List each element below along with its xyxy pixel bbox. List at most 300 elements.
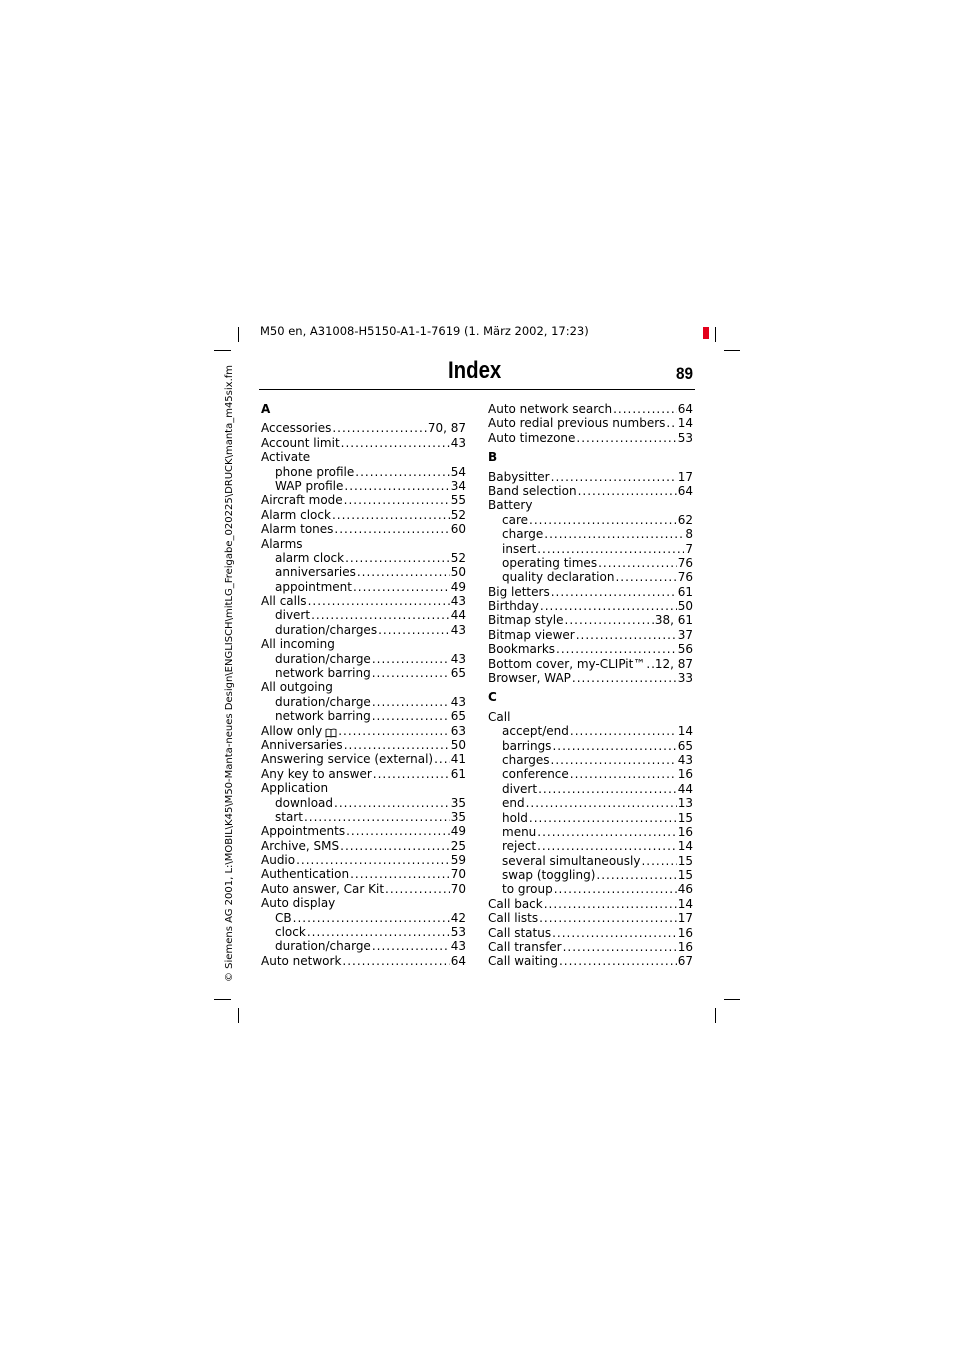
leader-dots	[355, 465, 449, 479]
index-subentry	[261, 925, 466, 939]
entry-label: Answering service (external)	[261, 752, 434, 767]
index-entry	[261, 508, 466, 522]
index-entry	[261, 493, 466, 507]
entry-label: Call lists	[488, 911, 539, 926]
entry-label: Auto redial previous numbers	[488, 416, 666, 431]
entry-label: Auto network	[261, 953, 342, 968]
index-subentry	[261, 465, 466, 479]
leader-dots	[544, 897, 677, 911]
entry-page: 14	[677, 839, 693, 854]
leader-dots	[372, 709, 450, 723]
entry-label: network barring	[275, 709, 371, 724]
entry-page: 16	[677, 940, 693, 955]
entry-label: to group	[502, 882, 553, 897]
page-title: Index	[448, 357, 502, 384]
entry-page: 46	[677, 882, 693, 897]
entry-page: 34	[450, 478, 466, 493]
entry-label: appointment	[275, 579, 352, 594]
index-entry	[488, 940, 693, 954]
entry-label: Any key to answer	[261, 766, 372, 781]
leader-dots	[346, 824, 450, 838]
crop-mark	[238, 1008, 239, 1023]
entry-label: quality declaration	[502, 570, 615, 585]
index-subentry	[261, 623, 466, 637]
leader-dots	[344, 493, 450, 507]
entry-label: All outgoing	[261, 680, 333, 695]
leader-dots	[554, 882, 677, 896]
index-entry	[488, 585, 693, 599]
entry-page: 52	[450, 507, 466, 522]
entry-page: 64	[677, 401, 693, 416]
entry-label: Allow only	[261, 723, 323, 738]
index-entry	[488, 416, 693, 430]
entry-page: 13	[677, 796, 693, 811]
entry-label: Anniversaries	[261, 737, 343, 752]
entry-page: 55	[450, 493, 466, 508]
entry-label: duration/charges	[275, 622, 378, 637]
index-entry	[261, 767, 466, 781]
entry-page: 16	[677, 925, 693, 940]
crop-mark	[715, 327, 716, 342]
leader-dots	[340, 839, 450, 853]
index-group-heading	[261, 896, 466, 910]
entry-label: care	[502, 512, 529, 527]
leader-dots	[334, 796, 450, 810]
leader-dots	[576, 431, 676, 445]
entry-page: 43	[450, 594, 466, 609]
crop-mark	[214, 999, 231, 1000]
entry-page: 60	[450, 522, 466, 537]
leader-dots	[529, 513, 677, 527]
leader-dots	[308, 594, 450, 608]
entry-label: start	[275, 809, 303, 824]
leader-dots	[613, 402, 677, 416]
entry-label: Auto answer, Car Kit	[261, 881, 385, 896]
entry-page: 25	[450, 838, 466, 853]
entry-page: 14	[677, 896, 693, 911]
entry-page: 7	[685, 541, 693, 556]
index-entry	[261, 421, 466, 435]
index-letter-heading: C	[488, 690, 497, 705]
leader-dots	[344, 738, 450, 752]
entry-label: CB	[275, 910, 292, 925]
entry-page: 70, 87	[427, 421, 466, 436]
index-subentry	[488, 542, 693, 556]
entry-label: Archive, SMS	[261, 838, 340, 853]
entry-page: 56	[677, 642, 693, 657]
crop-mark	[724, 350, 740, 351]
index-entry	[261, 868, 466, 882]
entry-label: several simultaneously	[502, 853, 641, 868]
leader-dots	[434, 752, 450, 766]
leader-dots	[556, 642, 677, 656]
index-subentry	[261, 551, 466, 565]
index-entry	[261, 594, 466, 608]
entry-label: Big letters	[488, 584, 550, 599]
entry-label: Bookmarks	[488, 642, 556, 657]
entry-label: menu	[502, 824, 537, 839]
index-subentry	[488, 839, 693, 853]
crop-mark	[724, 999, 740, 1000]
leader-dots	[552, 926, 677, 940]
index-group-heading	[261, 781, 466, 795]
entry-page: 50	[450, 565, 466, 580]
index-group-heading	[261, 680, 466, 694]
index-entry	[261, 522, 466, 536]
leader-dots	[544, 527, 684, 541]
page-number: 89	[676, 364, 694, 383]
entry-label: Accessories	[261, 421, 332, 436]
index-entry	[261, 882, 466, 896]
index-subentry	[488, 782, 693, 796]
leader-dots	[332, 508, 450, 522]
entry-label: Call	[488, 709, 511, 724]
index-subentry	[488, 854, 693, 868]
index-subentry	[488, 556, 693, 570]
entry-label: Call status	[488, 925, 552, 940]
index-letter-heading: B	[488, 450, 498, 465]
entry-page: 63	[450, 723, 466, 738]
leader-dots	[296, 853, 450, 867]
index-subentry	[261, 608, 466, 622]
index-subentry	[488, 796, 693, 810]
index-entry	[488, 613, 693, 627]
entry-label: swap (toggling)	[502, 868, 596, 883]
index-entry	[261, 738, 466, 752]
index-subentry	[488, 883, 693, 897]
index-subentry	[261, 652, 466, 666]
entry-label: All calls	[261, 594, 307, 609]
leader-dots	[344, 479, 449, 493]
entry-page: 49	[450, 824, 466, 839]
entry-label: All incoming	[261, 637, 335, 652]
leader-dots	[341, 436, 450, 450]
entry-label: charge	[502, 527, 544, 542]
entry-label: duration/charge	[275, 939, 371, 954]
leader-dots	[615, 570, 676, 584]
leader-dots	[526, 796, 677, 810]
entry-page: 43	[677, 752, 693, 767]
entry-label: divert	[275, 608, 311, 623]
entry-label: WAP profile	[275, 478, 344, 493]
leader-dots	[311, 608, 450, 622]
index-subentry	[488, 527, 693, 541]
entry-label: operating times	[502, 555, 598, 570]
entry-label: Alarm clock	[261, 507, 331, 522]
index-subentry	[488, 811, 693, 825]
entry-label: charges	[502, 752, 550, 767]
entry-label: Auto display	[261, 896, 336, 911]
leader-dots	[372, 939, 450, 953]
entry-label: Birthday	[488, 599, 539, 614]
entry-page: 44	[450, 608, 466, 623]
leader-dots	[353, 580, 450, 594]
leader-dots	[304, 810, 450, 824]
index-subentry	[488, 825, 693, 839]
index-subentry	[488, 739, 693, 753]
index-subentry	[261, 810, 466, 824]
entry-page: 53	[677, 430, 693, 445]
index-entry	[488, 431, 693, 445]
entry-page: 64	[450, 953, 466, 968]
entry-page: 49	[450, 579, 466, 594]
entry-page: 42	[450, 910, 466, 925]
leader-dots	[338, 724, 449, 738]
leader-dots	[551, 585, 677, 599]
entry-page: 16	[677, 767, 693, 782]
entry-page: 59	[450, 853, 466, 868]
leader-dots	[551, 470, 677, 484]
leader-dots	[559, 954, 677, 968]
index-subentry	[261, 709, 466, 723]
index-subentry	[488, 724, 693, 738]
entry-page: 38, 61	[654, 613, 693, 628]
entry-page: 61	[677, 584, 693, 599]
index-subentry	[488, 570, 693, 584]
index-entry	[261, 724, 466, 738]
leader-dots	[537, 542, 684, 556]
entry-page: 41	[450, 752, 466, 767]
crop-mark	[715, 1008, 716, 1023]
entry-page: 44	[677, 781, 693, 796]
index-entry	[488, 599, 693, 613]
index-column-left	[261, 402, 466, 968]
leader-dots	[598, 556, 677, 570]
leader-dots	[552, 739, 676, 753]
entry-page: 76	[677, 555, 693, 570]
leader-dots	[293, 911, 450, 925]
entry-label: end	[502, 796, 525, 811]
index-subentry	[261, 565, 466, 579]
index-entry	[488, 657, 693, 671]
leader-dots	[350, 867, 450, 881]
entry-page: 43	[450, 651, 466, 666]
leader-dots	[372, 666, 450, 680]
leader-dots	[540, 599, 677, 613]
index-entry	[261, 436, 466, 450]
entry-page: 17	[677, 469, 693, 484]
entry-label: conference	[502, 767, 569, 782]
leader-dots	[385, 882, 450, 896]
index-subentry	[261, 666, 466, 680]
entry-label: network barring	[275, 666, 371, 681]
index-entry	[261, 824, 466, 838]
entry-page: 15	[677, 853, 693, 868]
entry-label: duration/charge	[275, 651, 371, 666]
entry-page: 50	[450, 737, 466, 752]
entry-label: divert	[502, 781, 538, 796]
leader-dots	[537, 839, 677, 853]
entry-page: 43	[450, 435, 466, 450]
entry-page: 52	[450, 550, 466, 565]
index-entry	[488, 911, 693, 925]
entry-page: 35	[450, 809, 466, 824]
crop-mark	[214, 350, 231, 351]
entry-label: Auto timezone	[488, 430, 576, 445]
index-entry	[261, 954, 466, 968]
entry-label: clock	[275, 925, 306, 940]
entry-page: 70	[450, 867, 466, 882]
entry-page: 43	[450, 622, 466, 637]
leader-dots	[357, 565, 450, 579]
index-entry	[261, 752, 466, 766]
index-group-heading	[261, 450, 466, 464]
entry-page: 14	[677, 416, 693, 431]
entry-page: 62	[677, 512, 693, 527]
leader-dots	[666, 416, 676, 430]
leader-dots	[576, 628, 677, 642]
index-subentry	[488, 753, 693, 767]
index-entry	[488, 402, 693, 416]
index-entry	[261, 853, 466, 867]
entry-page: 76	[677, 570, 693, 585]
leader-dots	[538, 782, 677, 796]
index-group-heading	[261, 637, 466, 651]
index-entry	[261, 839, 466, 853]
index-subentry	[488, 767, 693, 781]
leader-dots	[570, 724, 677, 738]
entry-label: Activate	[261, 450, 311, 465]
phonebook-icon	[325, 728, 337, 738]
entry-page: 61	[450, 766, 466, 781]
entry-page: 15	[677, 868, 693, 883]
leader-dots	[378, 623, 450, 637]
index-group-heading	[261, 537, 466, 551]
entry-label: Aircraft mode	[261, 493, 343, 508]
entry-label: alarm clock	[275, 550, 345, 565]
entry-label: Alarms	[261, 536, 303, 551]
entry-label: barrings	[502, 738, 552, 753]
index-entry	[488, 926, 693, 940]
entry-page: 50	[677, 599, 693, 614]
entry-page: 65	[450, 709, 466, 724]
entry-page: 54	[450, 464, 466, 479]
entry-page: 16	[677, 824, 693, 839]
leader-dots	[596, 868, 676, 882]
index-entry	[488, 470, 693, 484]
color-registration-mark	[703, 327, 709, 339]
leader-dots	[529, 811, 677, 825]
index-entry	[488, 642, 693, 656]
entry-label: Call waiting	[488, 954, 558, 969]
entry-page: 70	[450, 881, 466, 896]
entry-label: hold	[502, 810, 528, 825]
index-subentry	[488, 513, 693, 527]
entry-page: 37	[677, 627, 693, 642]
leader-dots	[373, 767, 450, 781]
leader-dots	[641, 854, 676, 868]
entry-page: 15	[677, 810, 693, 825]
entry-label: Auto network search	[488, 401, 613, 416]
entry-label: Babysitter	[488, 469, 550, 484]
index-subentry	[261, 695, 466, 709]
entry-label: Account limit	[261, 435, 340, 450]
index-entry	[488, 628, 693, 642]
entry-page: 43	[450, 694, 466, 709]
leader-dots	[570, 767, 677, 781]
entry-label: reject	[502, 839, 537, 854]
leader-dots	[332, 421, 427, 435]
entry-label: accept/end	[502, 724, 569, 739]
entry-label: Browser, WAP	[488, 671, 571, 686]
leader-dots	[334, 522, 449, 536]
entry-label: duration/charge	[275, 694, 371, 709]
entry-page: 67	[677, 954, 693, 969]
index-entry	[488, 484, 693, 498]
entry-label: Alarm tones	[261, 522, 334, 537]
title-rule	[259, 389, 695, 390]
entry-page: 14	[677, 724, 693, 739]
index-group-heading	[488, 498, 693, 512]
entry-label: download	[275, 795, 334, 810]
entry-page: 33	[677, 671, 693, 686]
index-entry	[488, 954, 693, 968]
entry-page: 64	[677, 483, 693, 498]
leader-dots	[646, 657, 653, 671]
index-entry	[488, 897, 693, 911]
entry-label: Application	[261, 781, 329, 796]
leader-dots	[372, 695, 450, 709]
entry-label: Bitmap viewer	[488, 627, 575, 642]
leader-dots	[578, 484, 677, 498]
entry-label: Audio	[261, 853, 296, 868]
entry-page: 35	[450, 795, 466, 810]
entry-page: 43	[450, 939, 466, 954]
index-entry	[488, 671, 693, 685]
entry-label: Call back	[488, 896, 543, 911]
index-subentry	[261, 580, 466, 594]
entry-label: Bitmap style	[488, 613, 564, 628]
index-subentry	[488, 868, 693, 882]
leader-dots	[537, 825, 676, 839]
crop-mark	[238, 327, 239, 342]
file-path-sidebar: © Siemens AG 2001, L:\MOBIL\K45\M50-Manta-neues Design\ENGLISCH\mitLG_Freigabe_020225\DRUCK\manta_m45six.fm	[224, 364, 235, 982]
entry-label: Bottom cover, my-CLIPit™	[488, 656, 646, 671]
leader-dots	[551, 753, 677, 767]
index-column-right	[488, 402, 693, 969]
index-letter-heading: A	[261, 402, 271, 416]
entry-page: 53	[450, 925, 466, 940]
entry-page: 65	[677, 738, 693, 753]
entry-label: Band selection	[488, 483, 577, 498]
entry-page: 12, 87	[654, 656, 693, 671]
leader-dots	[342, 954, 449, 968]
entry-label: insert	[502, 541, 537, 556]
index-subentry	[261, 911, 466, 925]
leader-dots	[539, 911, 677, 925]
entry-page: 65	[450, 666, 466, 681]
entry-label: Battery	[488, 498, 533, 513]
leader-dots	[572, 671, 677, 685]
leader-dots	[345, 551, 450, 565]
entry-label: Call transfer	[488, 940, 562, 955]
index-subentry	[261, 479, 466, 493]
entry-page: 8	[685, 527, 693, 542]
entry-label: Authentication	[261, 867, 350, 882]
leader-dots	[565, 613, 654, 627]
index-group-heading	[488, 710, 693, 724]
leader-dots	[372, 652, 450, 666]
leader-dots	[307, 925, 450, 939]
entry-label: anniversaries	[275, 565, 356, 580]
entry-page: 17	[677, 911, 693, 926]
leader-dots	[563, 940, 677, 954]
index-subentry	[261, 939, 466, 953]
entry-label: Appointments	[261, 824, 346, 839]
entry-label: phone profile	[275, 464, 355, 479]
index-subentry	[261, 796, 466, 810]
document-info-header: M50 en, A31008-H5150-A1-1-7619 (1. März 2002, 17:23)	[260, 324, 589, 338]
